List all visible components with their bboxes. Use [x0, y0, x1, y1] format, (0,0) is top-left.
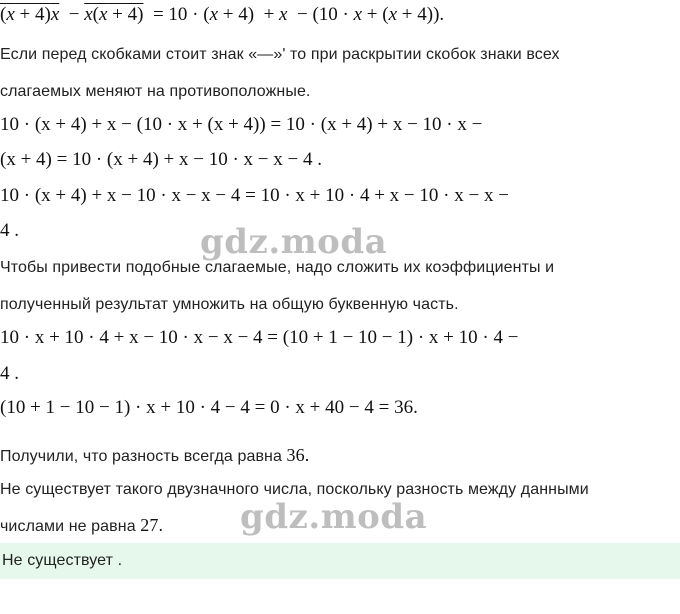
- text-line-13: [0, 445, 309, 466]
- text-line-3: слагаемых меняют на противоположные.: [0, 83, 311, 100]
- answer-box: [0, 543, 680, 579]
- answer-text: Не существует .: [2, 552, 123, 569]
- text-line-14: Не существует такого двузначного числа, поскольку разность между данными: [0, 481, 589, 498]
- text-line-2: Если перед скобками стоит знак «—»' то при раскрытии скобок знаки всех: [0, 46, 560, 63]
- equation-line-11: 4 .: [0, 363, 19, 384]
- watermark-logo: gdz.moda: [200, 222, 388, 262]
- text-line-15-words: числами не равна: [0, 518, 141, 535]
- equation-line-4: 10 · (x + 4) + x − (10 · x + (x + 4)) = 10 · (x + 4) + x − 10 · x −: [0, 114, 483, 135]
- result-number: 36.: [286, 445, 310, 465]
- equation-line-1: (x + 4)x − x(x + 4) = 10 · (x + 4) + x − (10 · x + (x + 4)).: [0, 4, 445, 25]
- overline-term-1: (x + 4)x: [0, 4, 60, 25]
- difference-number: 27.: [140, 515, 164, 535]
- overline-term-2: x(x + 4): [84, 4, 144, 25]
- text-line-8: Чтобы привести подобные слагаемые, надо сложить их коэффициенты и: [0, 259, 555, 276]
- watermark-logo: gdz.moda: [240, 497, 428, 537]
- equation-line-6: 10 · (x + 4) + x − 10 · x − x − 4 = 10 · x + 10 · 4 + x − 10 · x − x −: [0, 185, 509, 206]
- text-line-13-words: Получили, что разность всегда равна: [0, 448, 287, 465]
- equation-line-5: (x + 4) = 10 · (x + 4) + x − 10 · x − x − 4 .: [0, 149, 322, 170]
- text-line-15: [0, 515, 163, 536]
- equation-line-7: 4 .: [0, 220, 19, 241]
- text-line-9: полученный результат умножить на общую буквенную часть.: [0, 296, 459, 313]
- equation-line-10: 10 · x + 10 · 4 + x − 10 · x − x − 4 = (10 + 1 − 10 − 1) · x + 10 · 4 −: [0, 327, 519, 348]
- equation-line-12: (10 + 1 − 10 − 1) · x + 10 · 4 − 4 = 0 · x + 40 − 4 = 36.: [0, 397, 418, 418]
